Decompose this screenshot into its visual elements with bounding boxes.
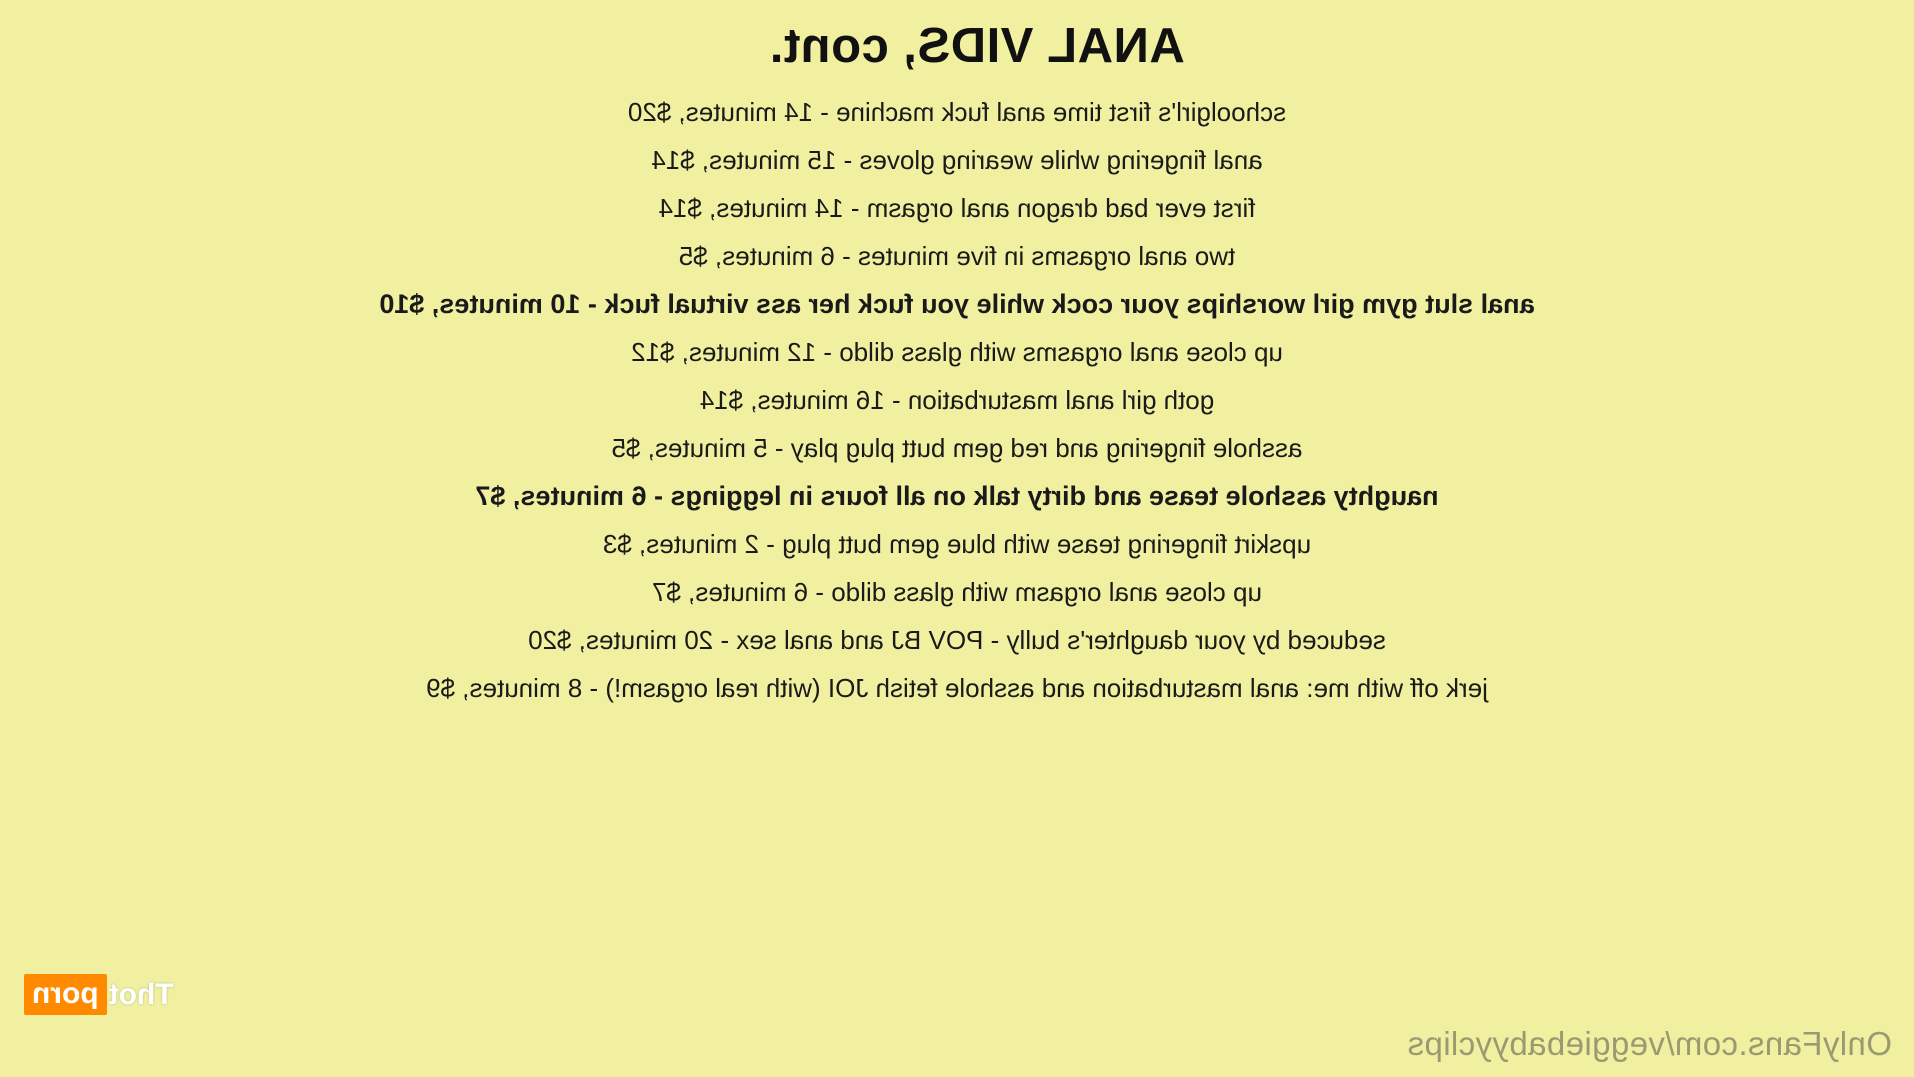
list-item: goth girl anal masturbation - 16 minutes, $14 [699,385,1215,415]
list-item: asshole fingering and red gem butt plug play - 5 minutes, $5 [611,433,1303,463]
list-item: first ever bad dragon anal orgasm - 14 minutes, $14 [658,193,1256,223]
list-item: jerk off with me: anal masturbation and asshole fetish JOI (with real orgasm!) - 8 minutes, $9 [426,673,1488,703]
page-title: ANAL VIDS, cont. [769,19,1185,73]
list-item-highlighted: anal slut gym girl worships your cock while you fuck her ass virtual fuck - 10 minutes, $10 [379,289,1535,319]
list-item: seduced by your daughter's bully - POV BJ and anal sex - 20 minutes, $20 [528,625,1386,655]
list-item: two anal orgasms in five minutes - 6 minutes, $5 [678,241,1236,271]
footer-url: OnlyFans.com/veggiebabyyclips [1407,1025,1892,1062]
watermark-text-accent: porn [24,974,107,1015]
video-list [0,88,1914,712]
list-item: upskirt fingering tease with blue gem butt plug - 2 minutes, $3 [602,529,1312,559]
watermark-text-primary: Thot [108,977,174,1011]
watermark-logo [24,974,174,1015]
list-item: up close anal orgasm with glass dildo - 6 minutes, $7 [652,577,1262,607]
list-item-highlighted: naughty asshole tease and dirty talk on all fours in leggings - 6 minutes, $7 [475,481,1439,511]
list-item: schoolgirl's first time anal fuck machine - 14 minutes, $20 [627,97,1287,127]
list-item: anal fingering while wearing gloves - 15 minutes, $14 [651,145,1263,175]
list-item: up close anal orgasms with glass dildo - 12 minutes, $12 [631,337,1283,367]
